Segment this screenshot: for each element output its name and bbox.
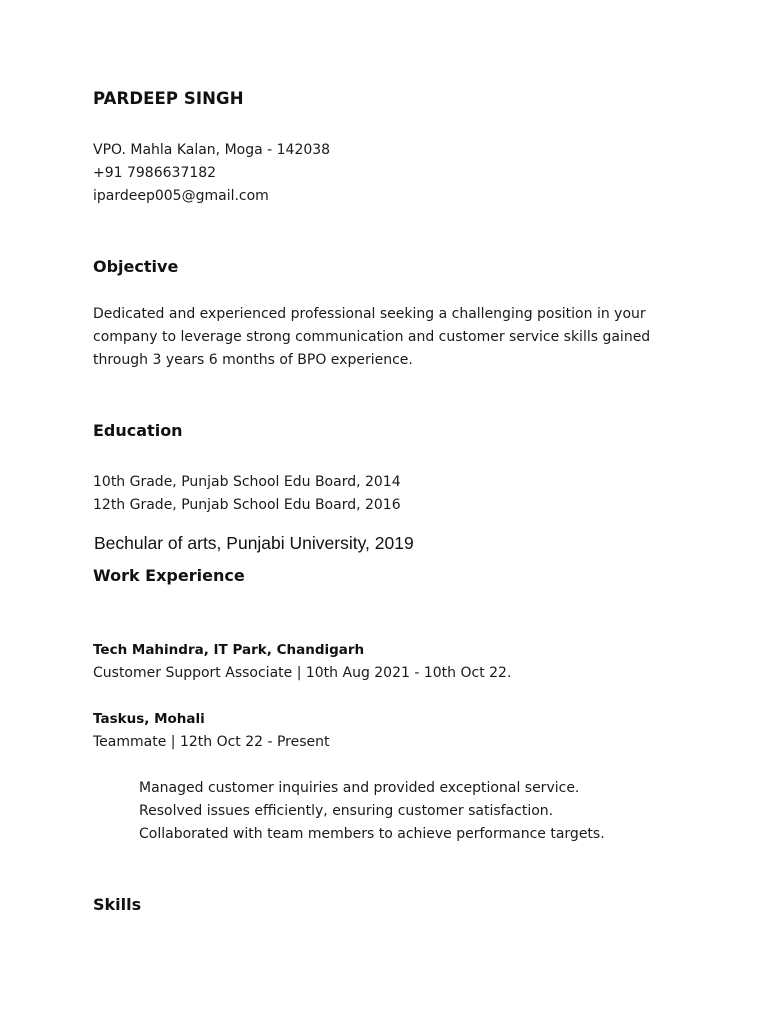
objective-line-2: company to leverage strong communication and customer service skills gained	[93, 329, 651, 345]
job-2-duty-3: Collaborated with team members to achieve performance targets.	[139, 826, 605, 842]
education-entry-3: Bechular of arts, Punjabi University, 2019	[94, 533, 414, 553]
job-2-duty-1: Managed customer inquiries and provided exceptional service.	[139, 780, 580, 796]
contact-email: ipardeep005@gmail.com	[93, 188, 269, 204]
skills-heading: Skills	[93, 895, 142, 914]
objective-heading: Objective	[93, 257, 179, 276]
job-2-role: Teammate | 12th Oct 22 - Present	[93, 734, 330, 750]
job-1-company: Tech Mahindra, IT Park, Chandigarh	[93, 642, 365, 658]
objective-line-3: through 3 years 6 months of BPO experience.	[93, 352, 413, 368]
contact-address: VPO. Mahla Kalan, Moga - 142038	[93, 142, 331, 158]
education-entry-1: 10th Grade, Punjab School Edu Board, 2014	[93, 474, 401, 490]
education-entry-2: 12th Grade, Punjab School Edu Board, 2016	[93, 497, 401, 513]
objective-line-1: Dedicated and experienced professional seeking a challenging position in your	[93, 306, 646, 322]
contact-phone: +91 7986637182	[93, 165, 217, 181]
job-2-company: Taskus, Mohali	[93, 711, 205, 727]
job-2-duty-2: Resolved issues efficiently, ensuring customer satisfaction.	[139, 803, 554, 819]
job-1-role: Customer Support Associate | 10th Aug 2021 - 10th Oct 22.	[93, 665, 512, 681]
work-experience-heading: Work Experience	[93, 566, 245, 585]
candidate-name: PARDEEP SINGH	[93, 89, 244, 108]
education-heading: Education	[93, 421, 183, 440]
